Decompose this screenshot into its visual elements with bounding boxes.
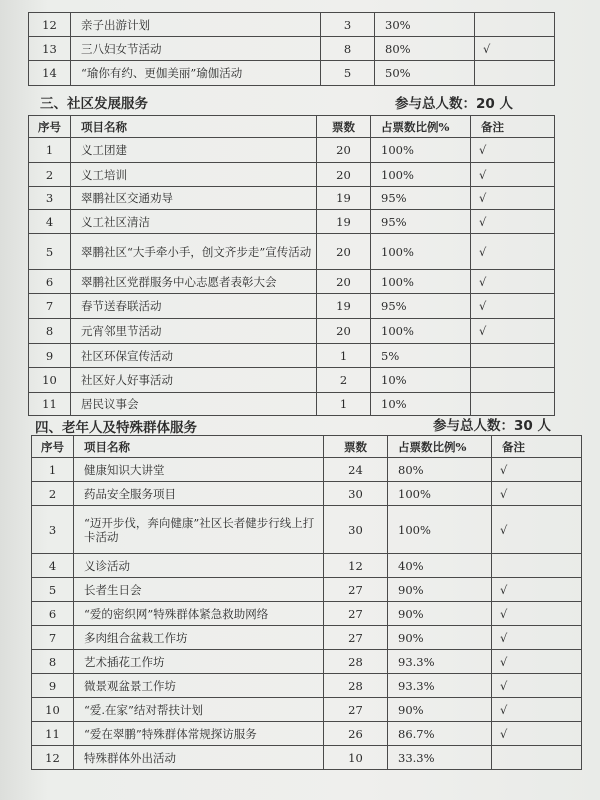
vote-count: 1	[317, 393, 371, 416]
vote-count: 28	[324, 650, 388, 674]
vote-percentage: 100%	[371, 270, 471, 294]
row-number: 10	[32, 698, 74, 722]
table-row	[32, 650, 582, 674]
header-percentage: 占票数比例%	[371, 116, 471, 138]
note-mark: √	[471, 187, 555, 210]
row-number: 7	[32, 626, 74, 650]
row-number: 3	[29, 187, 71, 210]
row-number: 6	[29, 270, 71, 294]
row-number: 4	[29, 210, 71, 234]
note-mark	[471, 344, 555, 368]
table-row	[32, 674, 582, 698]
project-name: 药品安全服务项目	[74, 482, 324, 506]
vote-percentage: 80%	[388, 458, 492, 482]
table-row	[29, 163, 555, 187]
header-votes: 票数	[317, 116, 371, 138]
row-number: 1	[29, 138, 71, 163]
table-row	[29, 138, 555, 163]
participant-total-elderly: 参与总人数：30 人	[433, 418, 551, 434]
table-row	[32, 626, 582, 650]
note-mark: √	[475, 37, 555, 61]
row-number: 11	[32, 722, 74, 746]
table-row	[32, 458, 582, 482]
project-name: 特殊群体外出活动	[74, 746, 324, 770]
note-mark	[475, 61, 555, 86]
row-number: 2	[32, 482, 74, 506]
project-name: 社区环保宣传活动	[71, 344, 317, 368]
vote-percentage: 95%	[371, 210, 471, 234]
project-name: 义工团建	[71, 138, 317, 163]
header-percentage: 占票数比例%	[388, 436, 492, 458]
note-mark: √	[492, 482, 582, 506]
row-number: 5	[29, 234, 71, 270]
table-row	[29, 13, 555, 37]
vote-percentage: 90%	[388, 578, 492, 602]
note-mark: √	[471, 294, 555, 319]
vote-count: 8	[321, 37, 375, 61]
table-row	[32, 578, 582, 602]
vote-percentage: 30%	[375, 13, 475, 37]
table-row	[32, 602, 582, 626]
header-number: 序号	[32, 436, 74, 458]
project-name: “爱.在家”结对帮扶计划	[74, 698, 324, 722]
row-number: 13	[29, 37, 71, 61]
table-row	[29, 234, 555, 270]
vote-percentage: 33.3%	[388, 746, 492, 770]
project-name: “瑜你有约、更伽美丽”瑜伽活动	[71, 61, 321, 86]
table-row	[29, 61, 555, 86]
table-row	[32, 482, 582, 506]
vote-count: 10	[324, 746, 388, 770]
header-project-name: 项目名称	[74, 436, 324, 458]
table-row	[32, 746, 582, 770]
vote-count: 19	[317, 294, 371, 319]
vote-percentage: 100%	[371, 234, 471, 270]
table-row	[32, 506, 582, 554]
vote-count: 5	[321, 61, 375, 86]
row-number: 10	[29, 368, 71, 393]
project-name: 翠鹏社区“大手牵小手，创文齐步走”宣传活动	[71, 234, 317, 270]
project-name: 长者生日会	[74, 578, 324, 602]
note-mark: √	[492, 626, 582, 650]
note-mark: √	[492, 578, 582, 602]
vote-percentage: 86.7%	[388, 722, 492, 746]
row-number: 14	[29, 61, 71, 86]
vote-percentage: 100%	[371, 138, 471, 163]
row-number: 8	[29, 319, 71, 344]
row-number: 11	[29, 393, 71, 416]
participant-total-community: 参与总人数：20 人	[395, 96, 513, 112]
note-mark: √	[471, 234, 555, 270]
row-number: 12	[32, 746, 74, 770]
project-name: 多肉组合盆栽工作坊	[74, 626, 324, 650]
table-continued	[28, 12, 555, 86]
header-project-name: 项目名称	[71, 116, 317, 138]
project-name: “爱在翠鹏”特殊群体常规探访服务	[74, 722, 324, 746]
row-number: 2	[29, 163, 71, 187]
vote-count: 19	[317, 187, 371, 210]
note-mark	[471, 393, 555, 416]
project-name: “迈开步伐，奔向健康”社区长者健步行线上打卡活动	[74, 506, 324, 554]
table-row	[29, 187, 555, 210]
project-name: “爱的密织网”特殊群体紧急救助网络	[74, 602, 324, 626]
vote-percentage: 80%	[375, 37, 475, 61]
note-mark: √	[492, 698, 582, 722]
row-number: 5	[32, 578, 74, 602]
note-mark: √	[471, 270, 555, 294]
note-mark: √	[492, 674, 582, 698]
project-name: 社区好人好事活动	[71, 368, 317, 393]
vote-count: 20	[317, 319, 371, 344]
vote-count: 20	[317, 163, 371, 187]
project-name: 亲子出游计划	[71, 13, 321, 37]
vote-percentage: 10%	[371, 368, 471, 393]
vote-count: 28	[324, 674, 388, 698]
project-name: 三八妇女节活动	[71, 37, 321, 61]
note-mark: √	[492, 602, 582, 626]
note-mark: √	[471, 319, 555, 344]
project-name: 居民议事会	[71, 393, 317, 416]
vote-percentage: 100%	[388, 506, 492, 554]
table-elderly-services	[31, 435, 582, 770]
row-number: 3	[32, 506, 74, 554]
vote-percentage: 90%	[388, 626, 492, 650]
table-row	[29, 294, 555, 319]
project-name: 义工培训	[71, 163, 317, 187]
header-note: 备注	[492, 436, 582, 458]
vote-percentage: 40%	[388, 554, 492, 578]
project-name: 春节送春联活动	[71, 294, 317, 319]
section-title-community: 三、社区发展服务	[40, 96, 148, 112]
project-name: 艺术插花工作坊	[74, 650, 324, 674]
vote-count: 24	[324, 458, 388, 482]
row-number: 1	[32, 458, 74, 482]
row-number: 9	[29, 344, 71, 368]
vote-count: 20	[317, 138, 371, 163]
table-row	[29, 368, 555, 393]
header-note: 备注	[471, 116, 555, 138]
project-name: 义诊活动	[74, 554, 324, 578]
row-number: 7	[29, 294, 71, 319]
note-mark	[471, 368, 555, 393]
vote-count: 27	[324, 698, 388, 722]
header-number: 序号	[29, 116, 71, 138]
row-number: 8	[32, 650, 74, 674]
vote-count: 2	[317, 368, 371, 393]
header-votes: 票数	[324, 436, 388, 458]
note-mark: √	[471, 163, 555, 187]
project-name: 翠鹏社区党群服务中心志愿者表彰大会	[71, 270, 317, 294]
table-row	[29, 210, 555, 234]
vote-count: 3	[321, 13, 375, 37]
vote-percentage: 10%	[371, 393, 471, 416]
note-mark: √	[492, 506, 582, 554]
table-row	[32, 554, 582, 578]
vote-count: 27	[324, 578, 388, 602]
vote-percentage: 90%	[388, 602, 492, 626]
table-row	[29, 270, 555, 294]
note-mark	[475, 13, 555, 37]
table-row	[29, 319, 555, 344]
note-mark: √	[492, 458, 582, 482]
project-name: 翠鹏社区交通劝导	[71, 187, 317, 210]
vote-count: 30	[324, 506, 388, 554]
note-mark: √	[492, 722, 582, 746]
vote-count: 30	[324, 482, 388, 506]
vote-count: 12	[324, 554, 388, 578]
project-name: 微景观盆景工作坊	[74, 674, 324, 698]
vote-percentage: 100%	[371, 163, 471, 187]
project-name: 义工社区清洁	[71, 210, 317, 234]
vote-count: 26	[324, 722, 388, 746]
note-mark	[492, 554, 582, 578]
vote-count: 1	[317, 344, 371, 368]
vote-count: 27	[324, 626, 388, 650]
vote-count: 20	[317, 234, 371, 270]
vote-percentage: 90%	[388, 698, 492, 722]
vote-percentage: 95%	[371, 187, 471, 210]
project-name: 健康知识大讲堂	[74, 458, 324, 482]
table-row	[29, 344, 555, 368]
row-number: 4	[32, 554, 74, 578]
vote-percentage: 5%	[371, 344, 471, 368]
vote-percentage: 100%	[371, 319, 471, 344]
project-name: 元宵邻里节活动	[71, 319, 317, 344]
table-row	[32, 698, 582, 722]
vote-percentage: 95%	[371, 294, 471, 319]
vote-count: 27	[324, 602, 388, 626]
table-row	[29, 37, 555, 61]
section-title-elderly: 四、老年人及特殊群体服务	[35, 420, 197, 436]
row-number: 9	[32, 674, 74, 698]
vote-count: 20	[317, 270, 371, 294]
table-community-services	[28, 115, 555, 416]
table-row	[29, 393, 555, 416]
note-mark: √	[492, 650, 582, 674]
note-mark	[492, 746, 582, 770]
note-mark: √	[471, 138, 555, 163]
vote-percentage: 50%	[375, 61, 475, 86]
vote-percentage: 93.3%	[388, 650, 492, 674]
vote-count: 19	[317, 210, 371, 234]
row-number: 6	[32, 602, 74, 626]
table-row	[32, 722, 582, 746]
note-mark: √	[471, 210, 555, 234]
table-header-row	[32, 436, 582, 458]
row-number: 12	[29, 13, 71, 37]
vote-percentage: 93.3%	[388, 674, 492, 698]
table-header-row	[29, 116, 555, 138]
vote-percentage: 100%	[388, 482, 492, 506]
